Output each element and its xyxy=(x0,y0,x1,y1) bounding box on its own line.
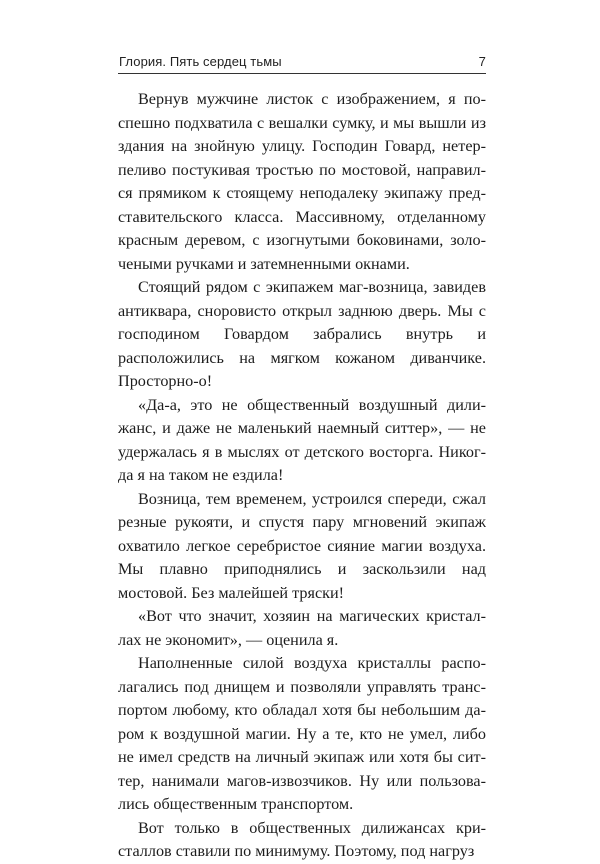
paragraph: Стоящий рядом с экипажем маг-возница, завидев антиквара, сноровисто открыл заднюю дверь. Мы с господином Говардом забрались внутрь и расположились на мягком кожаном диванчике. Просторно-о! xyxy=(118,278,486,390)
paragraph: Возница, тем временем, устроился спереди, сжал резные рукояти, и спустя пару мгновений экипаж охватило легкое серебристое сияние магии воздуха. Мы плавно приподнялись и заскользили над мостовой. Без малейшей тряски! xyxy=(118,489,486,602)
paragraph: «Да-а, это не общественный воздушный дилижанс, и даже не маленький наемный ситтер», — не удержалась я в мыслях от детского восторга. Никогда я на таком не ездила! xyxy=(118,395,486,484)
paragraph: «Вот что значит, хозяин на магических кристаллах не экономит», — оценила я. xyxy=(118,607,486,649)
page-number: 7 xyxy=(478,54,486,69)
paragraph: Вот только в общественных дилижансах кристаллов ставили по минимуму. Поэтому, под нагруз xyxy=(118,818,486,860)
paragraph: Наполненные силой воздуха кристаллы располагались под днищем и позволяли управлять транспортом любому, кто обладал хотя бы небольшим даром к воздушной магии. Ну а те, кто не умел, либо не имел средств на личный экипаж или хотя бы ситтер, нанимали магов-извозчиков. Ну или пользовались общественным транспортом. xyxy=(118,654,486,813)
body-text xyxy=(118,88,486,864)
running-head xyxy=(119,47,486,69)
header-rule xyxy=(118,73,486,74)
paragraph: Вернув мужчине листок с изображением, я поспешно подхватила с вешалки сумку, и мы вышли из здания на знойную улицу. Господин Говард, нетерпеливо постукивая тростью по мостовой, направился прямиком к стоящему неподалеку экипажу представительского класса. Массивному, отделанному красным деревом, с изогнутыми боковинами, золочеными ручками и затемненными окнами. xyxy=(118,90,486,273)
book-title: Глория. Пять сердец тьмы xyxy=(119,54,282,69)
